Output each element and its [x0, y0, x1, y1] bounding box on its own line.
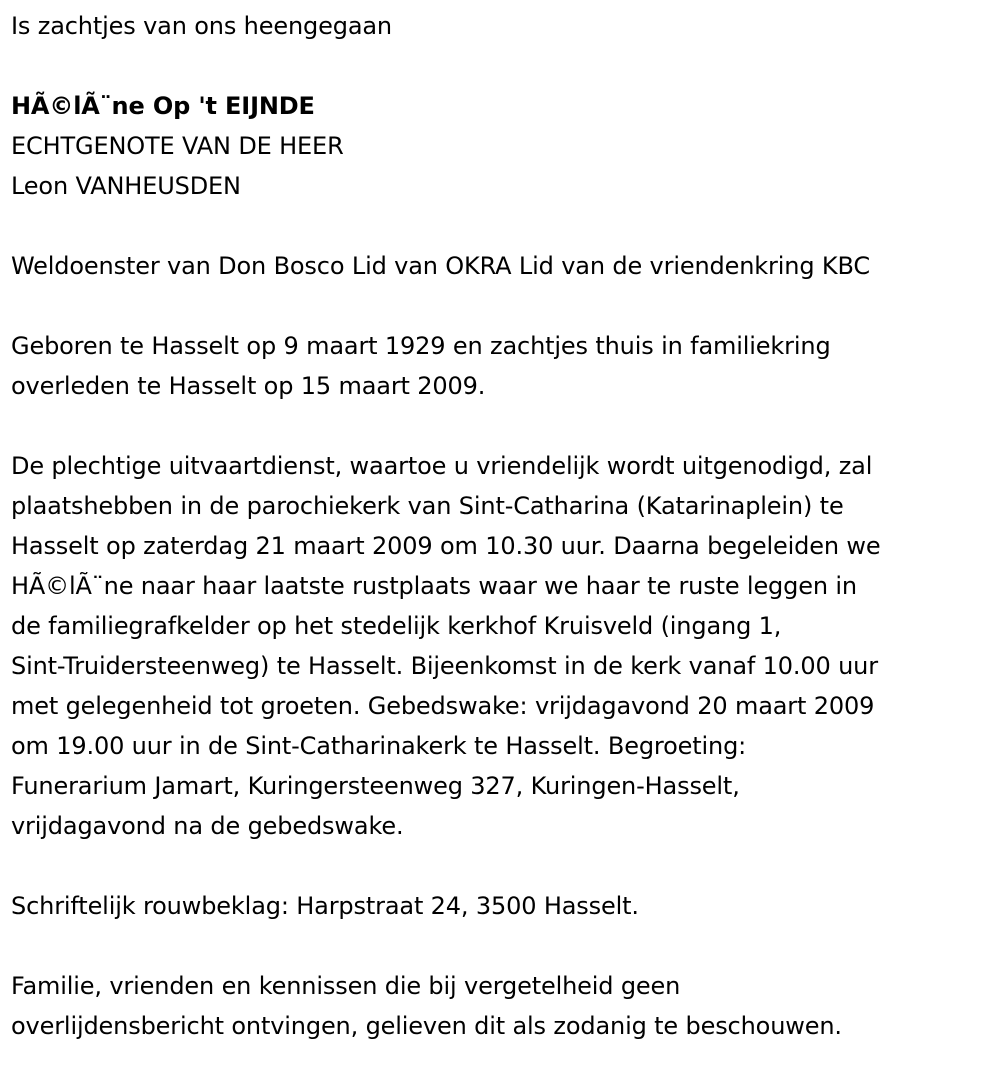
spacer — [11, 46, 996, 86]
relation-text: ECHTGENOTE VAN DE HEER — [11, 132, 344, 160]
paragraph-line: Geboren te Hasselt op 9 maart 1929 en zachtjes thuis in familiekring — [11, 332, 831, 360]
intro-text: Is zachtjes van ons heengegaan — [11, 12, 392, 40]
death-notice — [11, 6, 996, 1046]
paragraph-line: Sint-Truidersteenweg) te Hasselt. Bijeenkomst in de kerk vanaf 10.00 uur — [11, 652, 878, 680]
paragraph-line: vrijdagavond na de gebedswake. — [11, 812, 404, 840]
birth-death-paragraph — [11, 326, 996, 406]
paragraph-line: de familiegrafkelder op het stedelijk kerkhof Kruisveld (ingang 1, — [11, 612, 782, 640]
paragraph-line: overlijdensbericht ontvingen, gelieven dit als zodanig te beschouwen. — [11, 1012, 842, 1040]
paragraph-line: De plechtige uitvaartdienst, waartoe u vriendelijk wordt uitgenodigd, zal — [11, 452, 873, 480]
funeral-paragraph — [11, 446, 996, 846]
deceased-name: HÃ©lÃ¨ne Op 't EIJNDE — [11, 92, 315, 120]
spacer — [11, 286, 996, 326]
paragraph-line: met gelegenheid tot groeten. Gebedswake: vrijdagavond 20 maart 2009 — [11, 692, 875, 720]
paragraph-line: om 19.00 uur in de Sint-Catharinakerk te Hasselt. Begroeting: — [11, 732, 747, 760]
spacer — [11, 406, 996, 446]
paragraph-line: HÃ©lÃ¨ne naar haar laatste rustplaats waar we haar te ruste leggen in — [11, 572, 857, 600]
spacer — [11, 926, 996, 966]
paragraph-line: plaatshebben in de parochiekerk van Sint-Catharina (Katarinaplein) te — [11, 492, 844, 520]
paragraph-line: Funerarium Jamart, Kuringersteenweg 327, Kuringen-Hasselt, — [11, 772, 740, 800]
paragraph-line: Familie, vrienden en kennissen die bij vergetelheid geen — [11, 972, 681, 1000]
condolences-text: Schriftelijk rouwbeklag: Harpstraat 24, 3500 Hasselt. — [11, 892, 639, 920]
spacer — [11, 206, 996, 246]
paragraph-line: overleden te Hasselt op 15 maart 2009. — [11, 372, 486, 400]
spouse-name: Leon VANHEUSDEN — [11, 172, 241, 200]
spacer — [11, 846, 996, 886]
memberships-text: Weldoenster van Don Bosco Lid van OKRA Lid van de vriendenkring KBC — [11, 252, 870, 280]
closing-paragraph — [11, 966, 996, 1046]
paragraph-line: Hasselt op zaterdag 21 maart 2009 om 10.30 uur. Daarna begeleiden we — [11, 532, 881, 560]
